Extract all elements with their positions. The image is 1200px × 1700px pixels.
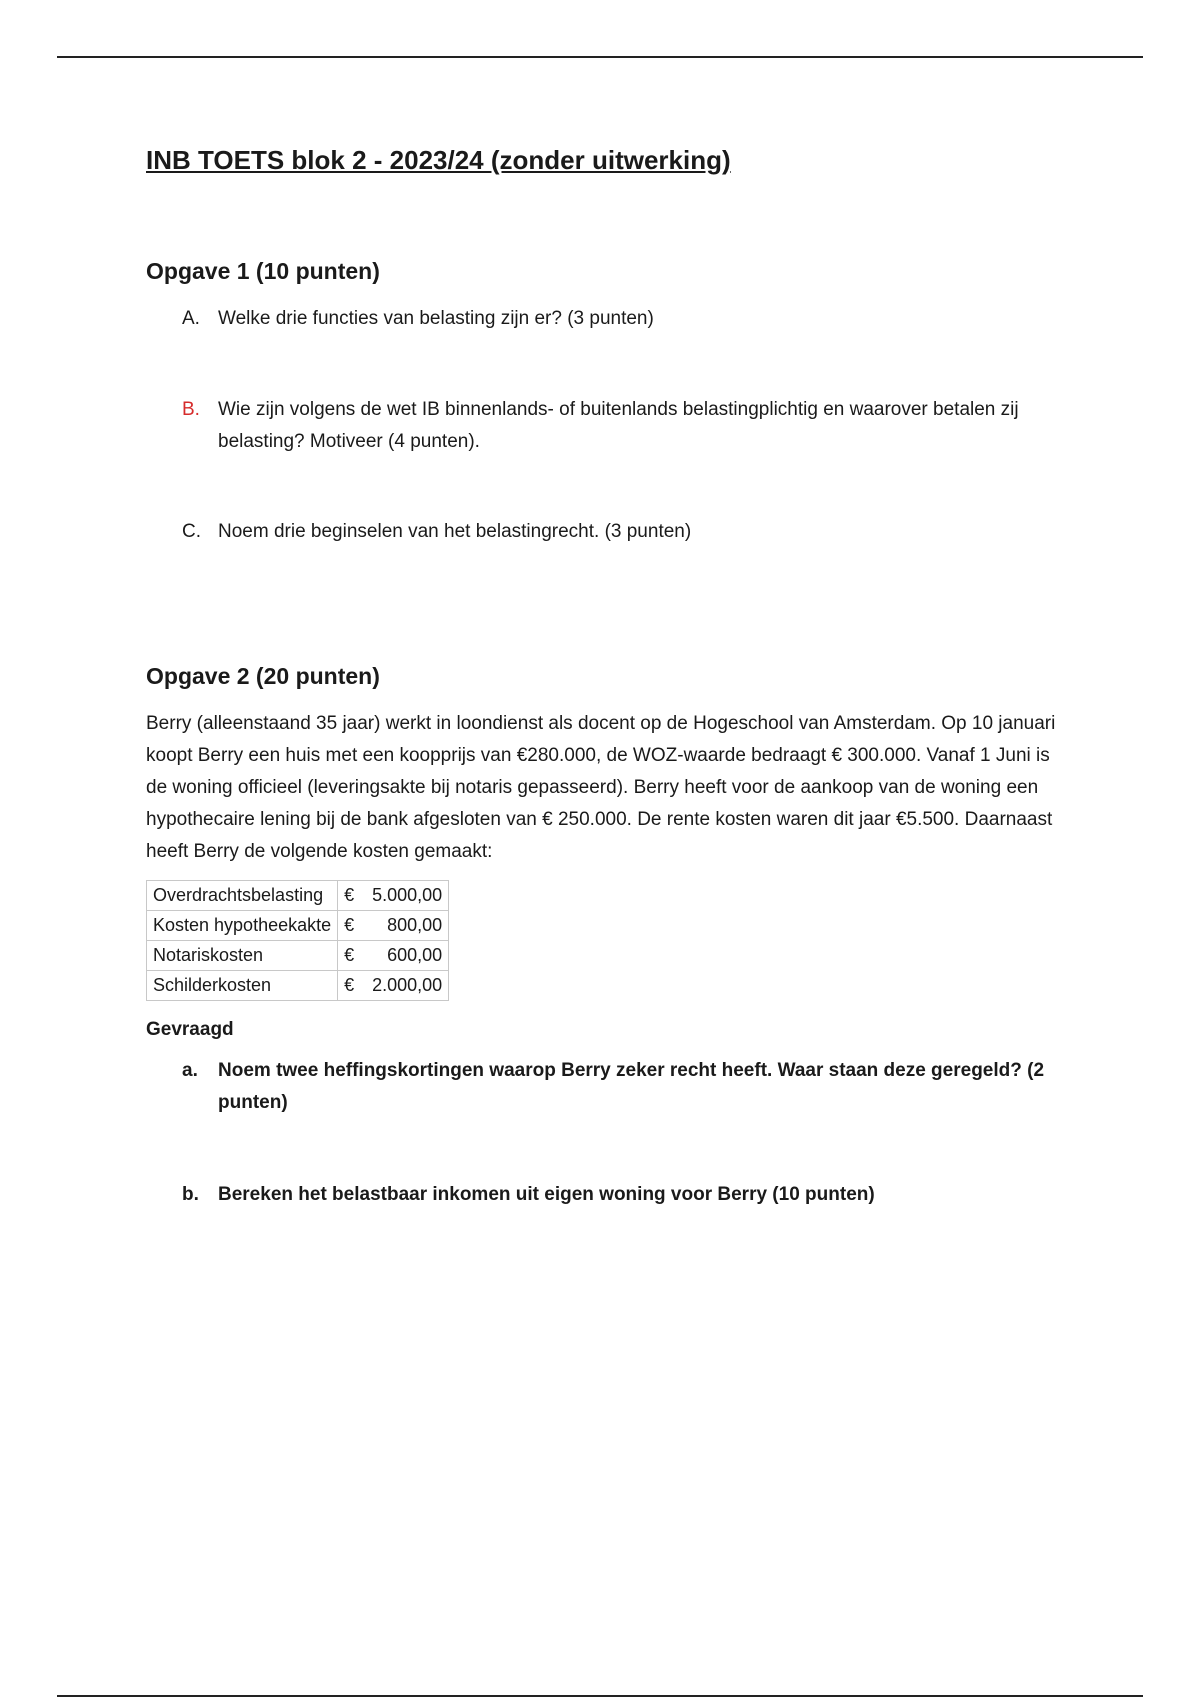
- opgave2-question-b: [146, 1179, 1066, 1211]
- header-rule: [57, 56, 1143, 58]
- gevraagd-heading: Gevraagd: [146, 1019, 234, 1040]
- question-letter: a.: [182, 1060, 198, 1081]
- document-title: INB TOETS blok 2 - 2023/24 (zonder uitwerking): [146, 145, 731, 175]
- question-letter: C.: [182, 521, 201, 542]
- opgave1-question-a: [146, 303, 1066, 335]
- cost-label: Overdrachtsbelasting: [147, 881, 338, 911]
- question-letter: b.: [182, 1184, 199, 1205]
- cost-label: Notariskosten: [147, 941, 338, 971]
- opgave2-question-a: [146, 1055, 1066, 1119]
- cost-amount: € 2.000,00: [338, 971, 449, 1001]
- question-text: Welke drie functies van belasting zijn er? (3 punten): [218, 308, 654, 329]
- question-text: Bereken het belastbaar inkomen uit eigen woning voor Berry (10 punten): [218, 1184, 875, 1205]
- cost-amount: € 5.000,00: [338, 881, 449, 911]
- opgave1-question-c: [146, 516, 1066, 548]
- footer-rule: [57, 1695, 1143, 1697]
- question-text: Wie zijn volgens de wet IB binnenlands- of buitenlands belastingplichtig en waarover betalen zij belasting? Motiveer (4 punten).: [218, 399, 1019, 452]
- cost-amount: € 800,00: [338, 911, 449, 941]
- table-row: [147, 881, 449, 911]
- table-row: [147, 911, 449, 941]
- costs-table: [146, 880, 449, 1001]
- document-body: [146, 145, 1066, 1211]
- opgave1-question-b: [146, 394, 1066, 458]
- question-letter: B.: [182, 399, 200, 420]
- case-description: Berry (alleenstaand 35 jaar) werkt in loondienst als docent op de Hogeschool van Amsterdam. Op 10 januari koopt Berry een huis met een koopprijs van €280.000, de WOZ-waarde bedraagt € 300.000. Vanaf 1 Juni is de woning officieel (leveringsakte bij notaris gepasseerd). Berry heeft voor de aankoop van de woning een hypothecaire lening bij de bank afgesloten van € 250.000. De rente kosten waren dit jaar €5.500. Daarnaast heeft Berry de volgende kosten gemaakt:: [146, 713, 1056, 862]
- table-row: [147, 971, 449, 1001]
- table-row: [147, 941, 449, 971]
- opgave2-title: Opgave 2 (20 punten): [146, 663, 380, 689]
- question-letter: A.: [182, 308, 200, 329]
- opgave1-title: Opgave 1 (10 punten): [146, 258, 380, 284]
- question-text: Noem drie beginselen van het belastingrecht. (3 punten): [218, 521, 692, 542]
- cost-label: Kosten hypotheekakte: [147, 911, 338, 941]
- question-text: Noem twee heffingskortingen waarop Berry zeker recht heeft. Waar staan deze geregeld? (2 punten): [218, 1060, 1045, 1113]
- cost-label: Schilderkosten: [147, 971, 338, 1001]
- cost-amount: € 600,00: [338, 941, 449, 971]
